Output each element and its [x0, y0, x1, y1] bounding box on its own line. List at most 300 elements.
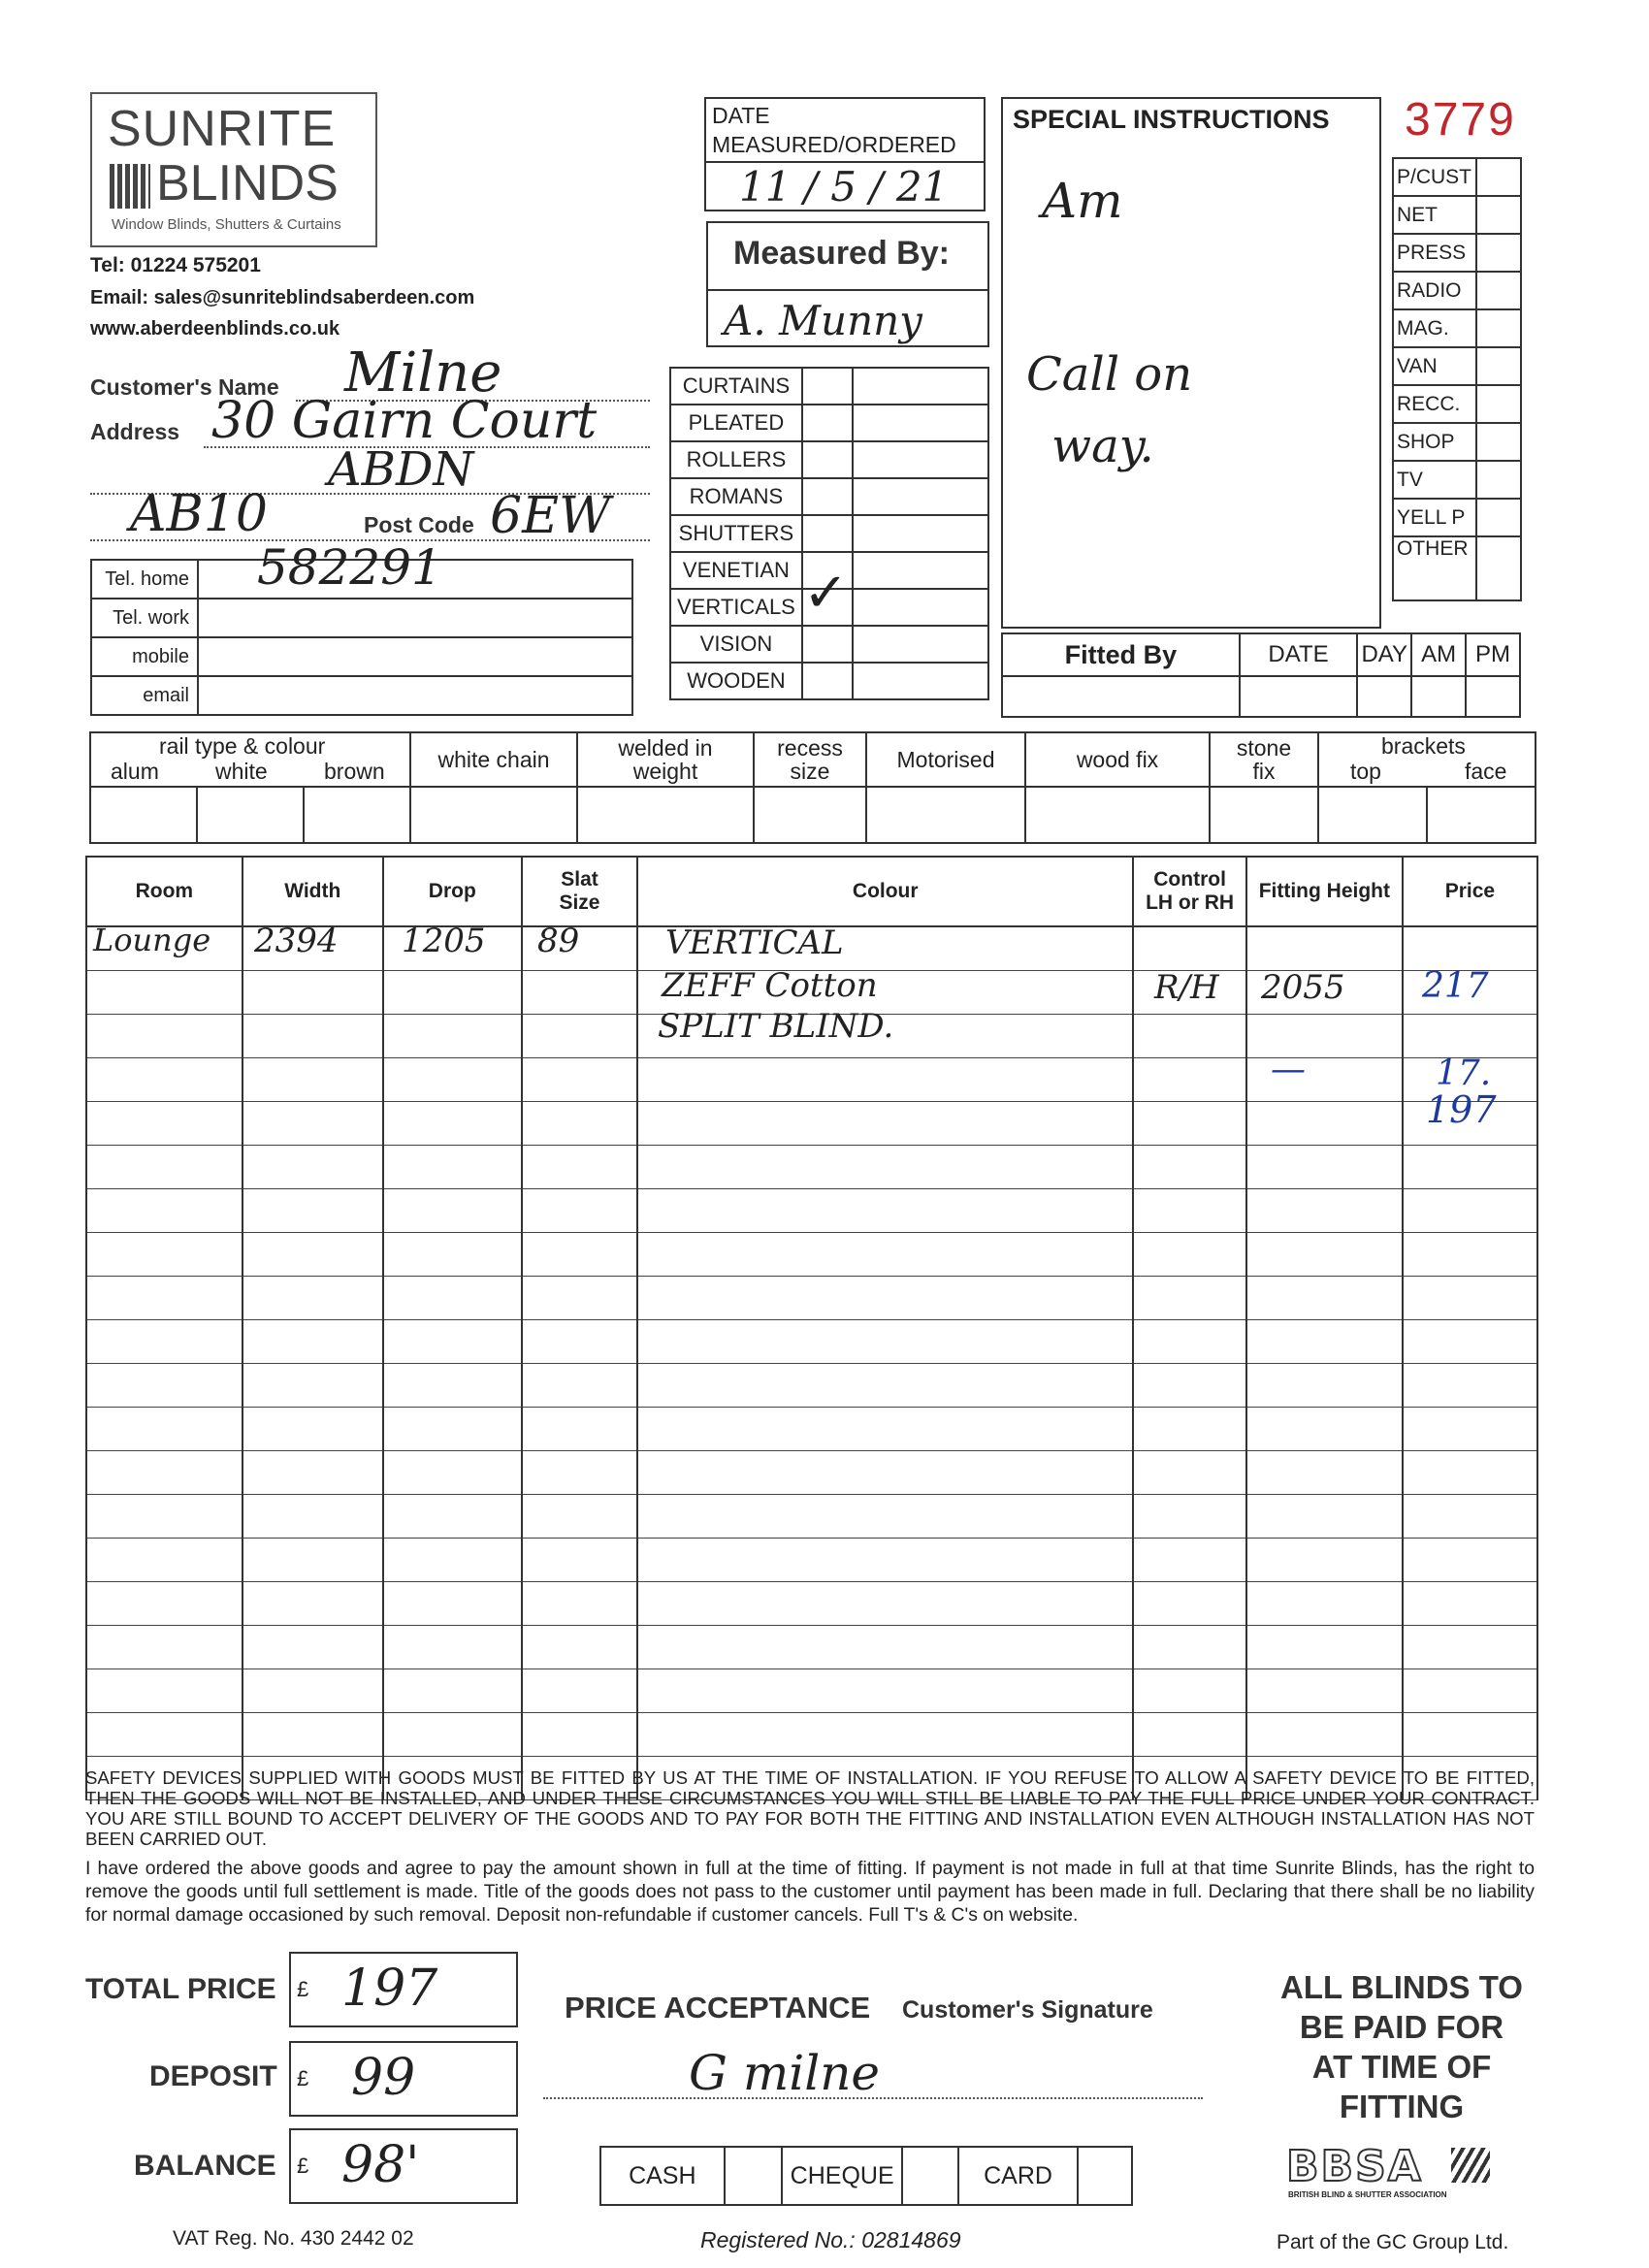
order-cell[interactable] — [1246, 1232, 1403, 1276]
order-cell[interactable] — [1403, 1450, 1537, 1494]
stone-fix-header — [1210, 732, 1318, 787]
order-cell[interactable] — [86, 1581, 242, 1625]
product-type-label: ROLLERS — [670, 441, 802, 478]
order-cell[interactable] — [1246, 1450, 1403, 1494]
order-cell[interactable] — [1133, 1625, 1246, 1669]
balance-currency: £ — [297, 2154, 309, 2178]
order-cell[interactable] — [637, 1712, 1133, 1756]
order-header-width — [242, 857, 383, 926]
special-line3: way. — [1051, 419, 1154, 473]
row2-colour: ZEFF Cotton — [662, 966, 878, 1005]
order-cell[interactable] — [242, 1450, 383, 1494]
order-cell[interactable] — [1403, 1145, 1537, 1188]
product-type-row — [670, 663, 988, 699]
customer-signature: G milne — [689, 2045, 881, 2101]
product-type-row — [670, 478, 988, 515]
fitted-by-label: Fitted By — [1002, 633, 1240, 676]
order-cell[interactable] — [1133, 926, 1246, 970]
source-row — [1393, 499, 1521, 536]
cheque-checkbox[interactable] — [902, 2147, 958, 2205]
order-cell[interactable] — [86, 970, 242, 1014]
order-row — [86, 1450, 1537, 1494]
source-row — [1393, 309, 1521, 347]
order-cell[interactable] — [522, 1276, 637, 1319]
deposit-value: 99 — [351, 2049, 416, 2107]
order-cell[interactable] — [86, 1625, 242, 1669]
order-cell[interactable] — [1403, 1232, 1537, 1276]
fitted-day-label: DAY — [1357, 633, 1411, 676]
product-type-extra — [853, 589, 988, 626]
order-cell[interactable] — [86, 1101, 242, 1145]
order-cell[interactable] — [242, 970, 383, 1014]
order-row — [86, 1188, 1537, 1232]
order-cell[interactable] — [383, 1057, 522, 1101]
order-row — [86, 1101, 1537, 1145]
order-cell[interactable] — [637, 1625, 1133, 1669]
product-type-extra — [853, 368, 988, 405]
order-cell[interactable] — [637, 1407, 1133, 1450]
order-cell[interactable] — [1246, 1669, 1403, 1712]
order-cell[interactable] — [383, 1014, 522, 1057]
order-cell[interactable] — [383, 1188, 522, 1232]
order-cell[interactable] — [242, 1057, 383, 1101]
order-cell[interactable] — [383, 1407, 522, 1450]
order-cell[interactable] — [1246, 1276, 1403, 1319]
order-cell[interactable] — [637, 1232, 1133, 1276]
rail-alum: alum — [111, 759, 159, 784]
product-type-checkbox[interactable] — [802, 562, 853, 626]
stone-line2: fix — [1252, 759, 1276, 784]
wood-fix-header: wood fix — [1025, 732, 1210, 787]
source-label: MAG. — [1393, 309, 1476, 347]
order-cell[interactable] — [522, 1669, 637, 1712]
order-cell[interactable] — [1133, 1145, 1246, 1188]
order-cell[interactable] — [86, 1188, 242, 1232]
order-cell[interactable] — [1403, 1494, 1537, 1538]
total-currency: £ — [297, 1977, 309, 2001]
measured-by-label: Measured By: — [733, 235, 950, 272]
deposit-box — [289, 2041, 518, 2117]
order-cell[interactable] — [522, 1625, 637, 1669]
fitted-by-table — [1001, 632, 1521, 718]
order-cell[interactable] — [242, 1145, 383, 1188]
order-cell[interactable] — [637, 1669, 1133, 1712]
order-cell[interactable] — [1133, 1494, 1246, 1538]
order-cell[interactable] — [383, 1145, 522, 1188]
source-checkbox[interactable] — [1476, 309, 1521, 347]
address-line2: ABDN — [328, 442, 474, 497]
order-cell[interactable] — [637, 1101, 1133, 1145]
fitted-am-label: AM — [1411, 633, 1466, 676]
order-header-room — [86, 857, 242, 926]
order-cell[interactable] — [522, 1450, 637, 1494]
order-cell[interactable] — [86, 1494, 242, 1538]
total-price-box — [289, 1952, 518, 2027]
order-cell[interactable] — [522, 1712, 637, 1756]
order-cell[interactable] — [383, 1276, 522, 1319]
recess-line2: size — [790, 759, 830, 784]
measured-by-value: A. Munny — [724, 297, 922, 344]
date-label-1: DATE — [712, 103, 770, 128]
product-type-extra — [853, 626, 988, 663]
order-cell[interactable] — [86, 1057, 242, 1101]
source-checkbox[interactable] — [1476, 347, 1521, 385]
source-checkbox[interactable] — [1476, 423, 1521, 461]
order-cell[interactable] — [242, 1407, 383, 1450]
order-cell[interactable] — [522, 1145, 637, 1188]
order-row — [86, 1669, 1537, 1712]
source-checkbox[interactable] — [1476, 158, 1521, 196]
special-instructions-box — [1001, 97, 1381, 629]
logo-line1: SUNRITE — [108, 101, 337, 157]
source-label: SHOP — [1393, 423, 1476, 461]
order-cell[interactable] — [1246, 1407, 1403, 1450]
order-cell[interactable] — [637, 1188, 1133, 1232]
order-cell[interactable] — [86, 1538, 242, 1581]
order-cell[interactable] — [1403, 1363, 1537, 1407]
order-cell[interactable] — [522, 1581, 637, 1625]
source-row — [1393, 234, 1521, 272]
order-header-text: Fitting Height — [1258, 880, 1391, 902]
product-type-label: VENETIAN — [670, 552, 802, 589]
product-type-extra — [853, 478, 988, 515]
phone-value-cell[interactable] — [198, 676, 632, 715]
notice-line1: ALL BLINDS TO — [1280, 1969, 1523, 2005]
source-row — [1393, 423, 1521, 461]
product-type-extra — [853, 405, 988, 441]
order-header-text: Room — [135, 880, 194, 902]
order-cell[interactable] — [1246, 1538, 1403, 1581]
contact-web: www.aberdeenblinds.co.uk — [90, 318, 340, 340]
order-header-fitting — [1246, 857, 1403, 926]
source-label: RECC. — [1393, 385, 1476, 423]
order-cell[interactable] — [522, 970, 637, 1014]
order-cell[interactable] — [637, 1581, 1133, 1625]
order-cell[interactable] — [86, 1232, 242, 1276]
product-type-label: SHUTTERS — [670, 515, 802, 552]
phone-row — [91, 599, 632, 637]
order-cell[interactable] — [522, 1407, 637, 1450]
order-cell[interactable] — [1133, 1450, 1246, 1494]
row2-fitting: 2055 — [1261, 968, 1345, 1007]
order-cell[interactable] — [637, 1363, 1133, 1407]
order-cell[interactable] — [242, 1188, 383, 1232]
order-cell[interactable] — [242, 1319, 383, 1363]
order-cell[interactable] — [1133, 1538, 1246, 1581]
order-row — [86, 1407, 1537, 1450]
special-line1: Am — [1042, 173, 1123, 229]
order-cell[interactable] — [1133, 1319, 1246, 1363]
logo-bars-icon — [110, 164, 150, 209]
product-type-extra — [853, 515, 988, 552]
stone-line1: stone — [1236, 735, 1292, 761]
product-type-checkbox[interactable] — [802, 626, 853, 663]
order-cell[interactable] — [1246, 1363, 1403, 1407]
row1-colour: VERTICAL — [665, 923, 844, 962]
order-cell[interactable] — [383, 1101, 522, 1145]
order-cell[interactable] — [522, 1014, 637, 1057]
source-row — [1393, 158, 1521, 196]
phone-value-cell[interactable] — [198, 539, 632, 599]
source-row — [1393, 461, 1521, 499]
order-cell[interactable] — [522, 1319, 637, 1363]
order-cell[interactable] — [86, 1450, 242, 1494]
row5-price: 197 — [1426, 1088, 1497, 1131]
order-cell[interactable] — [637, 1538, 1133, 1581]
order-cell[interactable] — [1403, 1581, 1537, 1625]
order-cell[interactable] — [1403, 1188, 1537, 1232]
safety-terms: SAFETY DEVICES SUPPLIED WITH GOODS MUST BE FITTED BY US AT THE TIME OF INSTALLATION. IF YOU REFUSE TO ALLOW A SAFETY DEVICE TO BE FITTED, THEN THE GOODS WILL NOT BE INSTALLED, AND UNDER THESE CIRCUMSTANCES YOU WILL STILL BE LIABLE TO PAY THE FULL PRICE UNDER YOUR CONTRACT. YOU ARE STILL BOUND TO ACCEPT DELIVERY OF THE GOODS AND TO PAY FOR BOTH THE FITTING AND INSTALLATION EVEN ALTHOUGH INSTALLATION HAS NOT BEEN CARRIED OUT. — [85, 1767, 1535, 1849]
order-header-text: Size — [559, 891, 600, 914]
vat-number: VAT Reg. No. 430 2442 02 — [173, 2227, 414, 2250]
phone-value: 582291 — [257, 539, 442, 596]
order-cell[interactable] — [383, 970, 522, 1014]
white-chain-header: white chain — [410, 732, 577, 787]
order-cell[interactable] — [637, 1450, 1133, 1494]
bbsa-sub: BRITISH BLIND & SHUTTER ASSOCIATION — [1288, 2190, 1447, 2199]
order-row — [86, 1625, 1537, 1669]
order-cell[interactable] — [242, 1363, 383, 1407]
product-type-checkbox[interactable] — [802, 663, 853, 699]
product-type-checkbox[interactable] — [802, 368, 853, 405]
source-row — [1393, 536, 1521, 600]
order-cell[interactable] — [242, 1625, 383, 1669]
order-cell[interactable] — [1133, 1188, 1246, 1232]
order-header-slat1 — [522, 857, 637, 926]
source-table — [1392, 157, 1522, 601]
price-acceptance-title: PRICE ACCEPTANCE — [565, 1991, 871, 2025]
order-cell[interactable] — [86, 1407, 242, 1450]
order-row — [86, 1319, 1537, 1363]
order-header-text: Price — [1444, 880, 1496, 902]
row1-drop: 1205 — [402, 922, 486, 960]
phone-value-cell[interactable] — [198, 637, 632, 676]
brackets-header — [1318, 732, 1536, 787]
order-cell[interactable] — [1133, 1232, 1246, 1276]
source-label: RADIO — [1393, 272, 1476, 309]
order-header-text: Control — [1153, 868, 1226, 891]
order-cell[interactable] — [522, 1101, 637, 1145]
order-cell[interactable] — [1133, 1101, 1246, 1145]
order-cell[interactable] — [242, 1538, 383, 1581]
order-cell[interactable] — [522, 1494, 637, 1538]
order-cell[interactable] — [1403, 1407, 1537, 1450]
order-header-drop — [383, 857, 522, 926]
product-type-checkbox[interactable] — [802, 405, 853, 441]
order-cell[interactable] — [1246, 1494, 1403, 1538]
balance-label: BALANCE — [134, 2150, 276, 2182]
phone-row — [91, 637, 632, 676]
card-label: CARD — [958, 2147, 1079, 2205]
order-cell[interactable] — [242, 1232, 383, 1276]
product-type-label: VISION — [670, 626, 802, 663]
order-cell[interactable] — [242, 1494, 383, 1538]
balance-value: 98' — [341, 2136, 420, 2194]
order-cell[interactable] — [1403, 1319, 1537, 1363]
order-header-control1 — [1133, 857, 1246, 926]
special-line2: Call on — [1026, 347, 1193, 402]
source-checkbox[interactable] — [1476, 234, 1521, 272]
phone-value-cell[interactable] — [198, 599, 632, 637]
order-cell[interactable] — [242, 1014, 383, 1057]
order-cell[interactable] — [637, 1057, 1133, 1101]
order-cell[interactable] — [1246, 1625, 1403, 1669]
order-cell[interactable] — [383, 1450, 522, 1494]
deposit-currency: £ — [297, 2066, 309, 2090]
order-cell[interactable] — [522, 1232, 637, 1276]
order-cell[interactable] — [1133, 1407, 1246, 1450]
phone-row — [91, 676, 632, 715]
order-cell[interactable] — [1133, 1712, 1246, 1756]
row2-control: R/H — [1154, 968, 1219, 1007]
bbsa-name: BBSA — [1286, 2142, 1423, 2191]
order-cell[interactable] — [1246, 1188, 1403, 1232]
recess-header — [754, 732, 866, 787]
source-label: VAN — [1393, 347, 1476, 385]
order-cell[interactable] — [522, 1538, 637, 1581]
order-header-text: Colour — [852, 880, 919, 902]
order-cell[interactable] — [522, 1057, 637, 1101]
order-cell[interactable] — [383, 1712, 522, 1756]
order-cell[interactable] — [1403, 1538, 1537, 1581]
logo-line2: BLINDS — [156, 155, 339, 211]
order-cell[interactable] — [1246, 926, 1403, 970]
source-checkbox[interactable] — [1476, 272, 1521, 309]
product-type-checkbox[interactable] — [802, 478, 853, 515]
order-row — [86, 1581, 1537, 1625]
order-cell[interactable] — [637, 1494, 1133, 1538]
order-cell[interactable] — [86, 1669, 242, 1712]
order-cell[interactable] — [1246, 1581, 1403, 1625]
row1-slat: 89 — [537, 922, 580, 960]
source-checkbox[interactable] — [1476, 385, 1521, 423]
order-row — [86, 1538, 1537, 1581]
order-cell[interactable] — [1133, 1581, 1246, 1625]
order-cell[interactable] — [1403, 1712, 1537, 1756]
registered-number: Registered No.: 02814869 — [700, 2227, 961, 2252]
recess-line1: recess — [777, 735, 843, 761]
order-cell[interactable] — [1133, 1669, 1246, 1712]
product-type-row — [670, 589, 988, 626]
customer-name-label: Customer's Name — [90, 374, 279, 400]
postcode-value: 6EW — [490, 487, 611, 545]
order-cell[interactable] — [1403, 1276, 1537, 1319]
order-cell[interactable] — [637, 1276, 1133, 1319]
order-cell[interactable] — [86, 1014, 242, 1057]
notice-line4: FITTING — [1339, 2089, 1465, 2124]
product-type-table — [669, 367, 989, 700]
order-cell[interactable] — [242, 1276, 383, 1319]
product-type-row — [670, 405, 988, 441]
row4-fitting: — — [1271, 1050, 1306, 1089]
address-label: Address — [90, 419, 180, 444]
order-header-text: Width — [284, 880, 341, 902]
product-type-extra — [853, 552, 988, 589]
contact-email: Email: sales@sunriteblindsaberdeen.com — [90, 287, 475, 308]
order-cell[interactable] — [1246, 1319, 1403, 1363]
product-type-checkbox[interactable] — [802, 441, 853, 478]
brackets-face: face — [1465, 759, 1507, 784]
card-checkbox[interactable] — [1078, 2147, 1132, 2205]
product-type-checkbox[interactable] — [802, 515, 853, 552]
order-cell[interactable] — [1246, 1145, 1403, 1188]
order-cell[interactable] — [242, 1101, 383, 1145]
order-cell[interactable] — [242, 1669, 383, 1712]
order-cell[interactable] — [522, 1363, 637, 1407]
address-line1: 30 Gairn Court — [211, 392, 598, 450]
order-cell[interactable] — [86, 1363, 242, 1407]
source-checkbox[interactable] — [1476, 536, 1521, 600]
order-cell[interactable] — [1133, 1014, 1246, 1057]
order-cell[interactable] — [86, 1319, 242, 1363]
group-footer: Part of the GC Group Ltd. — [1277, 2231, 1509, 2253]
order-cell[interactable] — [1246, 1712, 1403, 1756]
order-row — [86, 1712, 1537, 1756]
source-label: TV — [1393, 461, 1476, 499]
source-checkbox[interactable] — [1476, 461, 1521, 499]
payment-method-table — [599, 2146, 1133, 2206]
order-cell[interactable] — [383, 1494, 522, 1538]
order-cell[interactable] — [1133, 1363, 1246, 1407]
payment-notice — [1251, 1967, 1552, 2126]
order-cell[interactable] — [383, 1625, 522, 1669]
order-cell[interactable] — [86, 1145, 242, 1188]
order-cell[interactable] — [637, 1145, 1133, 1188]
order-cell[interactable] — [1246, 1101, 1403, 1145]
order-cell[interactable] — [86, 1276, 242, 1319]
order-row — [86, 1276, 1537, 1319]
date-label-2: MEASURED/ORDERED — [712, 132, 956, 157]
order-cell[interactable] — [383, 1538, 522, 1581]
total-price-label: TOTAL PRICE — [85, 1973, 276, 2005]
rail-type-title: rail type & colour — [159, 733, 326, 759]
order-cell[interactable] — [1403, 1014, 1537, 1057]
order-cell[interactable] — [1403, 1625, 1537, 1669]
order-cell[interactable] — [383, 1319, 522, 1363]
fitted-date-label: DATE — [1240, 633, 1358, 676]
order-cell[interactable] — [1133, 1057, 1246, 1101]
product-type-row — [670, 441, 988, 478]
cash-label: CASH — [600, 2147, 725, 2205]
brackets-title: brackets — [1381, 733, 1466, 759]
customer-name: Milne — [344, 341, 502, 405]
rail-white: white — [215, 759, 268, 784]
order-cell[interactable] — [383, 1669, 522, 1712]
order-cell[interactable] — [383, 1232, 522, 1276]
welded-header — [577, 732, 754, 787]
order-number: 3779 — [1405, 94, 1516, 146]
phone-label: Tel. home — [91, 560, 198, 599]
source-checkbox[interactable] — [1476, 499, 1521, 536]
row1-room: Lounge — [93, 922, 211, 958]
source-label: P/CUST — [1393, 158, 1476, 196]
total-price-value: 197 — [341, 1960, 438, 2018]
order-cell[interactable] — [1403, 926, 1537, 970]
product-type-label: CURTAINS — [670, 368, 802, 405]
cash-checkbox[interactable] — [725, 2147, 783, 2205]
source-label: YELL P — [1393, 499, 1476, 536]
source-checkbox[interactable] — [1476, 196, 1521, 234]
order-cell[interactable] — [1403, 1669, 1537, 1712]
order-cell[interactable] — [637, 1319, 1133, 1363]
order-cell[interactable] — [242, 1581, 383, 1625]
order-cell[interactable] — [522, 1188, 637, 1232]
order-cell[interactable] — [383, 1363, 522, 1407]
order-cell[interactable] — [383, 1581, 522, 1625]
order-cell[interactable] — [242, 1712, 383, 1756]
order-cell[interactable] — [1133, 1276, 1246, 1319]
order-cell[interactable] — [86, 1712, 242, 1756]
